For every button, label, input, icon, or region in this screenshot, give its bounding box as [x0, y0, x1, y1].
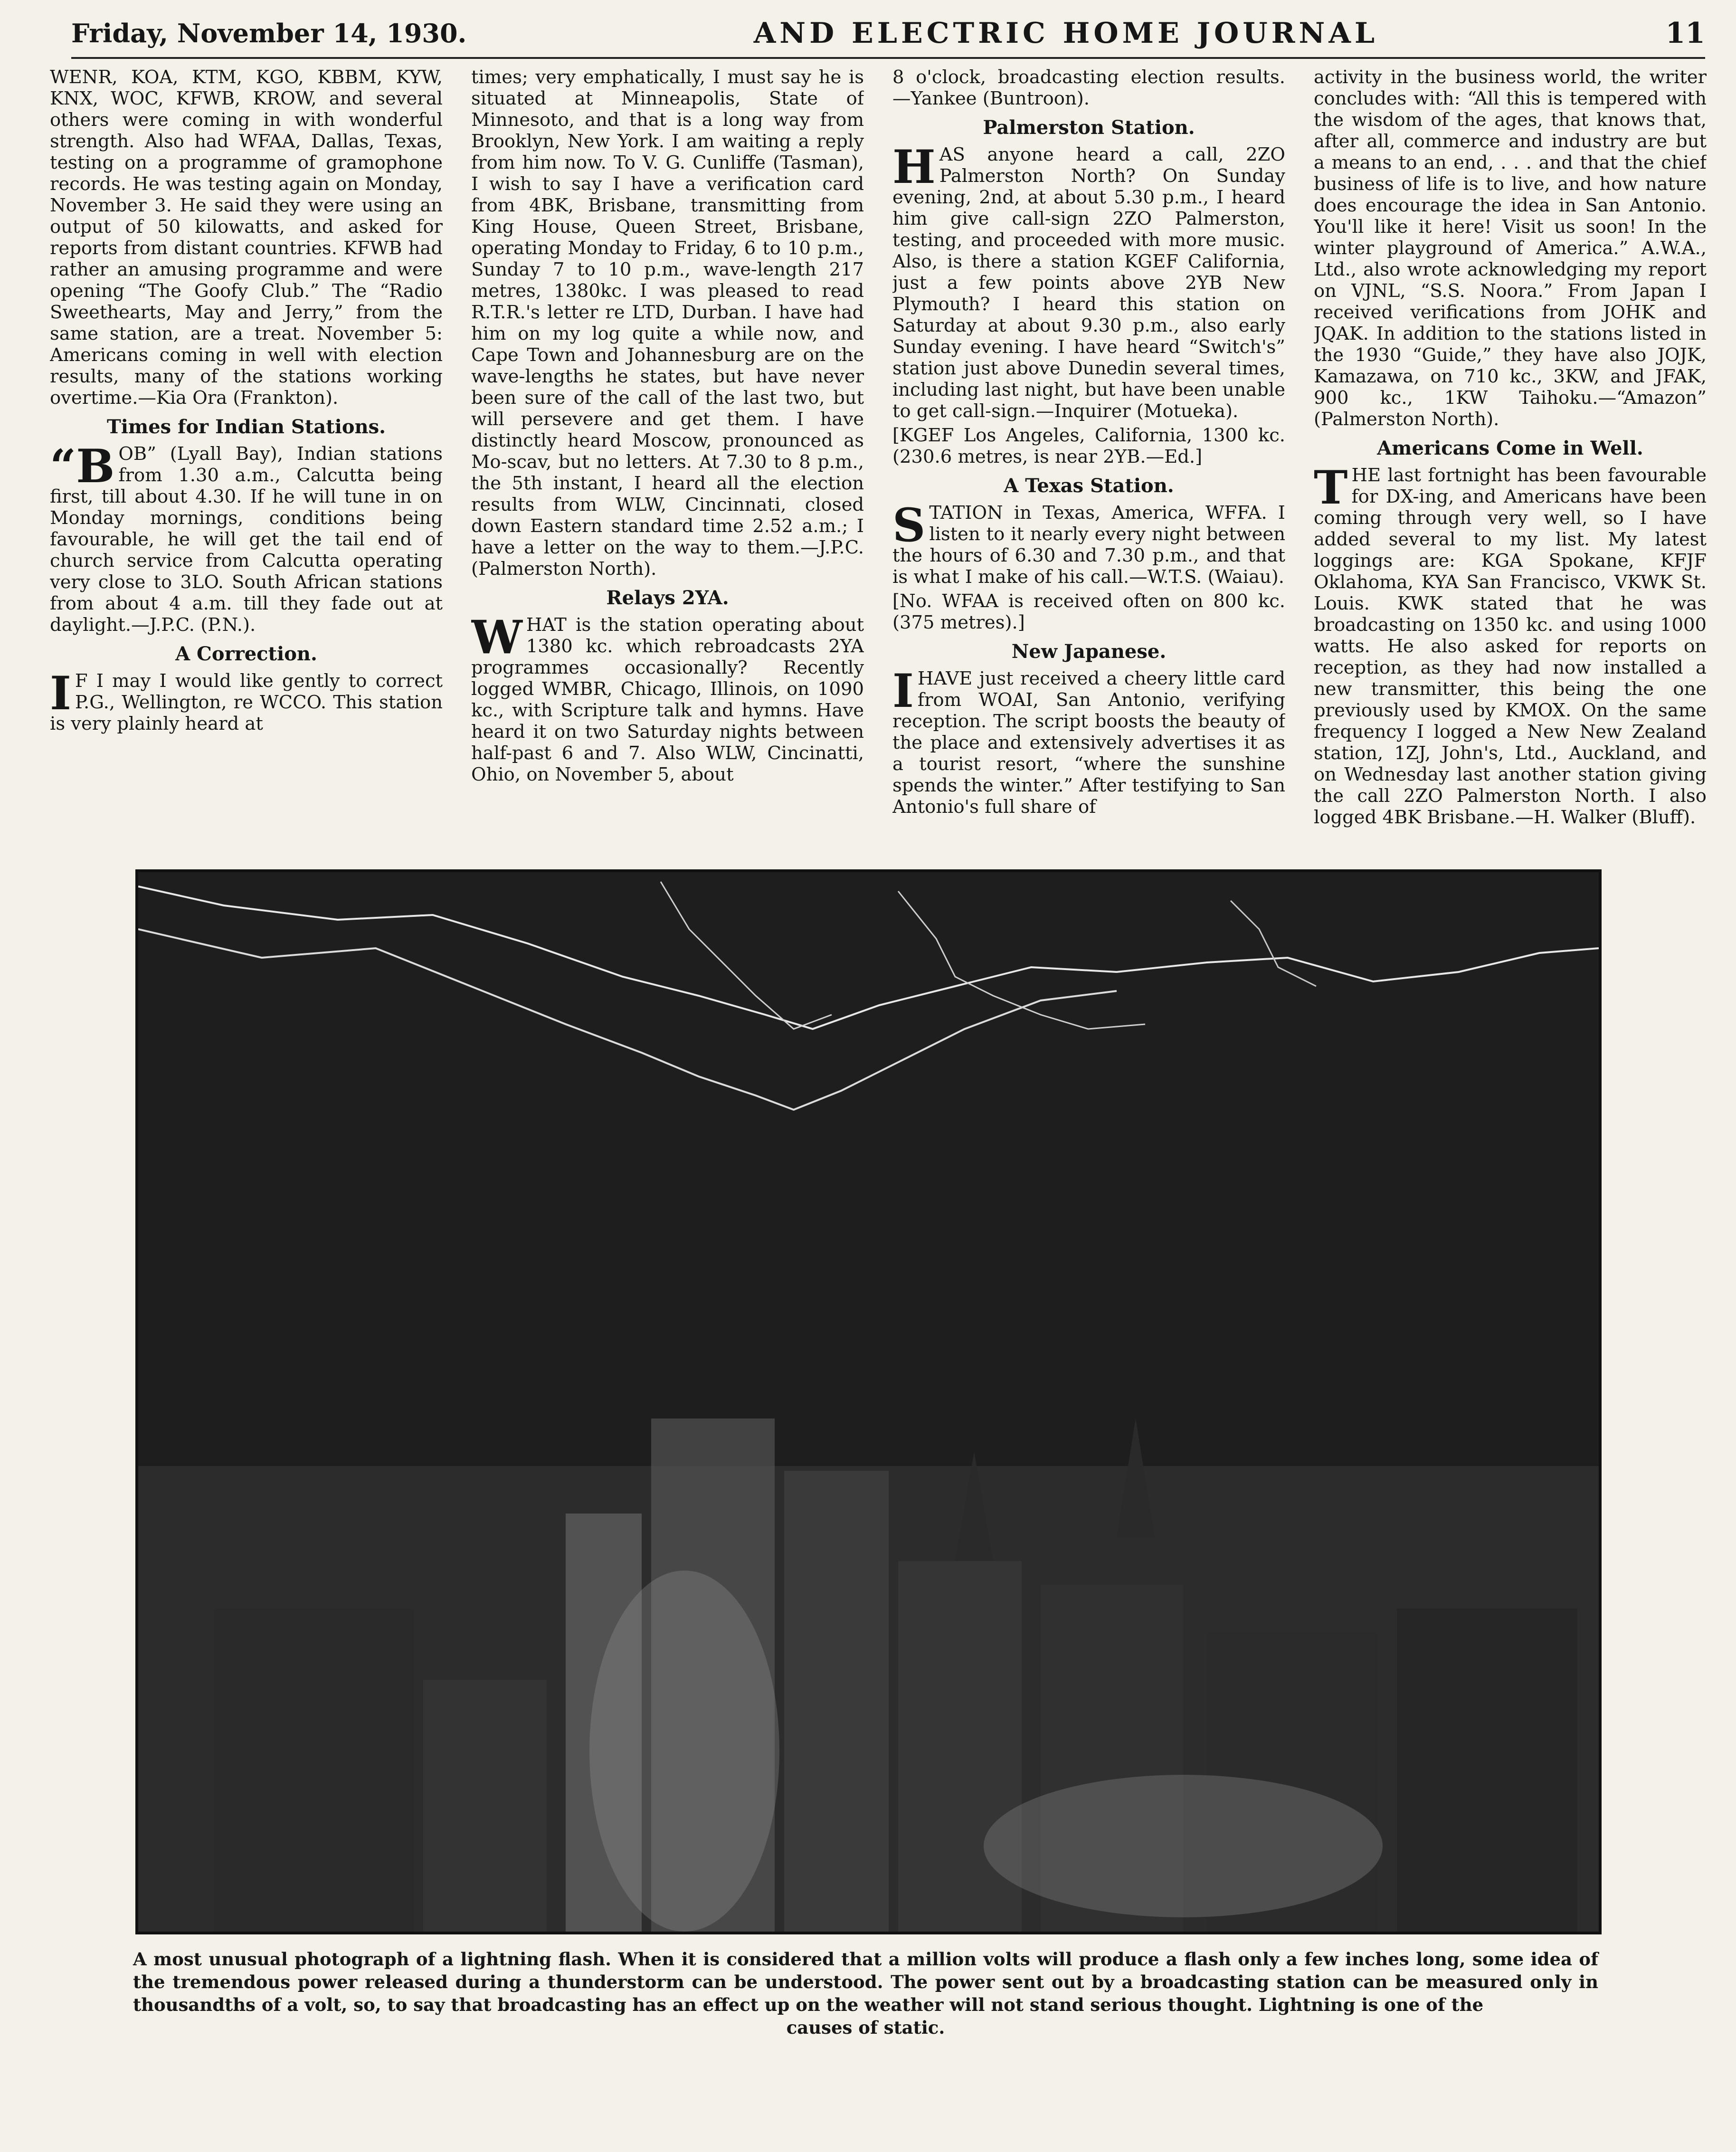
article-paragraph	[892, 664, 1285, 818]
paragraph-text: TATION in Texas, America, WFFA. I listen to it nearly every night between the hours of 6.30 and 7.30 p.m., and that is what I make of his call.—W.T.S. (Waiau).	[892, 502, 1285, 588]
column-4	[1314, 67, 1707, 848]
section-heading: Times for Indian Stations.	[106, 416, 386, 438]
paragraph-text: HAVE just received a cheery little card from WOAI, San Antonio, verifying reception. The script boosts the beauty of the place and extensively advertises it as a tourist resort, “where the sunshine spends the winter.” After testifying to San Antonio's full share of	[892, 668, 1285, 818]
drop-cap: H	[892, 140, 936, 194]
journal-title: AND ELECTRIC HOME JOURNAL	[753, 17, 1379, 50]
article-paragraph	[1314, 67, 1707, 430]
paragraph-text: [No. WFAA is received often on 800 kc. (375 metres).]	[892, 590, 1285, 633]
lightning-photo	[135, 869, 1602, 1934]
page-header	[71, 10, 1705, 59]
caption-text: A most unusual photograph of a lightning flash. When it is considered that a million volts will produce a flash only a few inches long, some idea of the tremendous power released during a thunderstorm can be understood. The power sent out by a broadcasting station can be measured only in thousandths of a volt, so, to say that broadcasting has an effect up on the weather will not stand serious thought. Lightning is one of the	[133, 1949, 1598, 2015]
paragraph-text: 8 o'clock, broadcasting election results. —Yankee (Buntroon).	[892, 67, 1285, 109]
caption-text-end: causes of static.	[786, 2017, 945, 2038]
paragraph-text: [KGEF Los Angeles, California, 1300 kc. (230.6 metres, is near 2YB.—Ed.]	[892, 425, 1285, 467]
drop-cap: T	[1314, 461, 1348, 514]
article-paragraph	[1314, 461, 1707, 828]
paragraph-text: F I may I would like gently to correct P.G., Wellington, re WCCO. This station is very plainly heard at	[50, 670, 443, 734]
article-paragraph	[892, 498, 1285, 588]
article-paragraph	[892, 590, 1285, 633]
lightning-illustration	[138, 872, 1599, 1932]
column-2	[471, 67, 864, 848]
section-heading: New Japanese.	[1011, 640, 1167, 663]
article-paragraph	[892, 425, 1285, 467]
section-heading: A Texas Station.	[1004, 475, 1174, 497]
column-1	[50, 67, 443, 848]
paragraph-text: activity in the business world, the writer concludes with: “All this is tempered with the wisdom of the ages, that knows that, after all, commerce and industry are but a means to an end, . . . and that the chief business of life is to live, and how nature does encourage the idea in San Antonio. You'll like it here! Visit us soon! In the winter playground of America.” A.W.A., Ltd., also wrote acknowledging my report on VJNL, “S.S. Noora.” From Japan I received verifications from JOHK and JQAK. In addition to the stations listed in the 1930 “Guide,” they have also JOJK, Kamazawa, on 710 kc., 3KW, and JFAK, 900 kc., 1KW Taihoku.—“Amazon” (Palmerston North).	[1314, 67, 1707, 430]
article-paragraph	[50, 67, 443, 409]
paragraph-text: AS anyone heard a call, 2ZO Palmerston North? On Sunday evening, 2nd, at about 5.30 p.m., I heard him give call-sign 2ZO Palmerston, testing, and proceeded with more music. Also, is there a station KGEF California, just a few points above 2YB New Plymouth? I heard this station on Saturday at about 9.30 p.m., also early Sunday evening. I have heard “Switch's” station just above Dunedin several times, including last night, but have been unable to get call-sign.—Inquirer (Motueka).	[892, 144, 1285, 422]
page-number: 11	[1665, 17, 1705, 50]
paragraph-text: OB” (Lyall Bay), Indian stations from 1.30 a.m., Calcutta being first, till about 4.30. If he will tune in on Monday mornings, conditions being favourable, he will get the tail end of church service from Calcutta operating very close to 3LO. South African stations from about 4 a.m. till they fade out at daylight.—J.P.C. (P.N.).	[50, 443, 443, 636]
article-paragraph	[892, 140, 1285, 422]
drop-cap: S	[892, 498, 926, 552]
article-paragraph	[892, 67, 1285, 109]
paragraph-text: HAT is the station operating about 1380 kc. which rebroadcasts 2YA programmes occasionally? Recently logged WMBR, Chicago, Illinois, on 1090 kc., with Scripture talk and hymns. Have heard it on two Saturday nights between half-past 6 and 7. Also WLW, Cincinatti, Ohio, on November 5, about	[471, 614, 864, 785]
section-heading: A Correction.	[175, 643, 317, 665]
article-paragraph	[50, 439, 443, 636]
article-paragraph	[50, 667, 443, 734]
issue-date: Friday, November 14, 1930.	[71, 18, 467, 48]
article-columns	[50, 67, 1708, 848]
drop-cap: “B	[50, 439, 115, 493]
drop-cap: I	[892, 664, 914, 718]
photo-caption	[133, 1948, 1598, 2039]
article-paragraph	[471, 610, 864, 785]
paragraph-text: HE last fortnight has been favourable for DX-ing, and Americans have been coming through very well, so I have added several to my list. My latest loggings are: KGA Spokane, KFJF Oklahoma, KYA San Francisco, VKWK St. Louis. KWK stated that he was broadcasting on 1350 kc. and using 1000 watts. He also asked for reports on reception, as they had now installed a new transmitter, this being the one previously used by KMOX. On the same frequency I logged a New New Zealand station, 1ZJ, John's, Ltd., Auckland, and on Wednesday last another station giving the call 2ZO Palmerston North. I also logged 4BK Brisbane.—H. Walker (Bluff).	[1314, 465, 1707, 828]
section-heading: Relays 2YA.	[606, 587, 729, 609]
drop-cap: I	[50, 667, 71, 720]
paragraph-text: WENR, KOA, KTM, KGO, KBBM, KYW, KNX, WOC, KFWB, KROW, and several others were coming in with wonderful strength. Also had WFAA, Dallas, Texas, testing on a programme of gramophone records. He was testing again on Monday, November 3. He said they were using an output of 50 kilowatts, and asked for reports from distant countries. KFWB had rather an amusing programme and were opening “The Goofy Club.” The “Radio Sweethearts, May and Jerry,” from the same station, are a treat. November 5: Americans coming in well with election results, many of the stations working overtime.—Kia Ora (Frankton).	[50, 67, 443, 409]
drop-cap: W	[471, 610, 522, 664]
article-paragraph	[471, 67, 864, 580]
column-3	[892, 67, 1285, 848]
paragraph-text: times; very emphatically, I must say he is situated at Minneapolis, State of Minnesoto, and that is a long way from Brooklyn, New York. I am waiting a reply from him now. To V. G. Cunliffe (Tasman), I wish to say I have a verification card from 4BK, Brisbane, transmitting from King House, Queen Street, Brisbane, operating Monday to Friday, 6 to 10 p.m., Sunday 7 to 10 p.m., wave-length 217 metres, 1380kc. I was pleased to read R.T.R.'s letter re LTD, Durban. I have had him on my log quite a while now, and Cape Town and Johannesburg are on the wave-lengths he states, but have never been sure of the call of the last two, but will persevere and get them. I have distinctly heard Moscow, pronounced as Mo-scav, but no letters. At 7.30 to 8 p.m., the 5th instant, I heard all the election results from WLW, Cincinnati, closed down Eastern standard time 2.52 a.m.; I have a letter on the way to them.—J.P.C. (Palmerston North).	[471, 67, 864, 580]
section-heading: Americans Come in Well.	[1377, 437, 1643, 459]
section-heading: Palmerston Station.	[983, 116, 1195, 139]
